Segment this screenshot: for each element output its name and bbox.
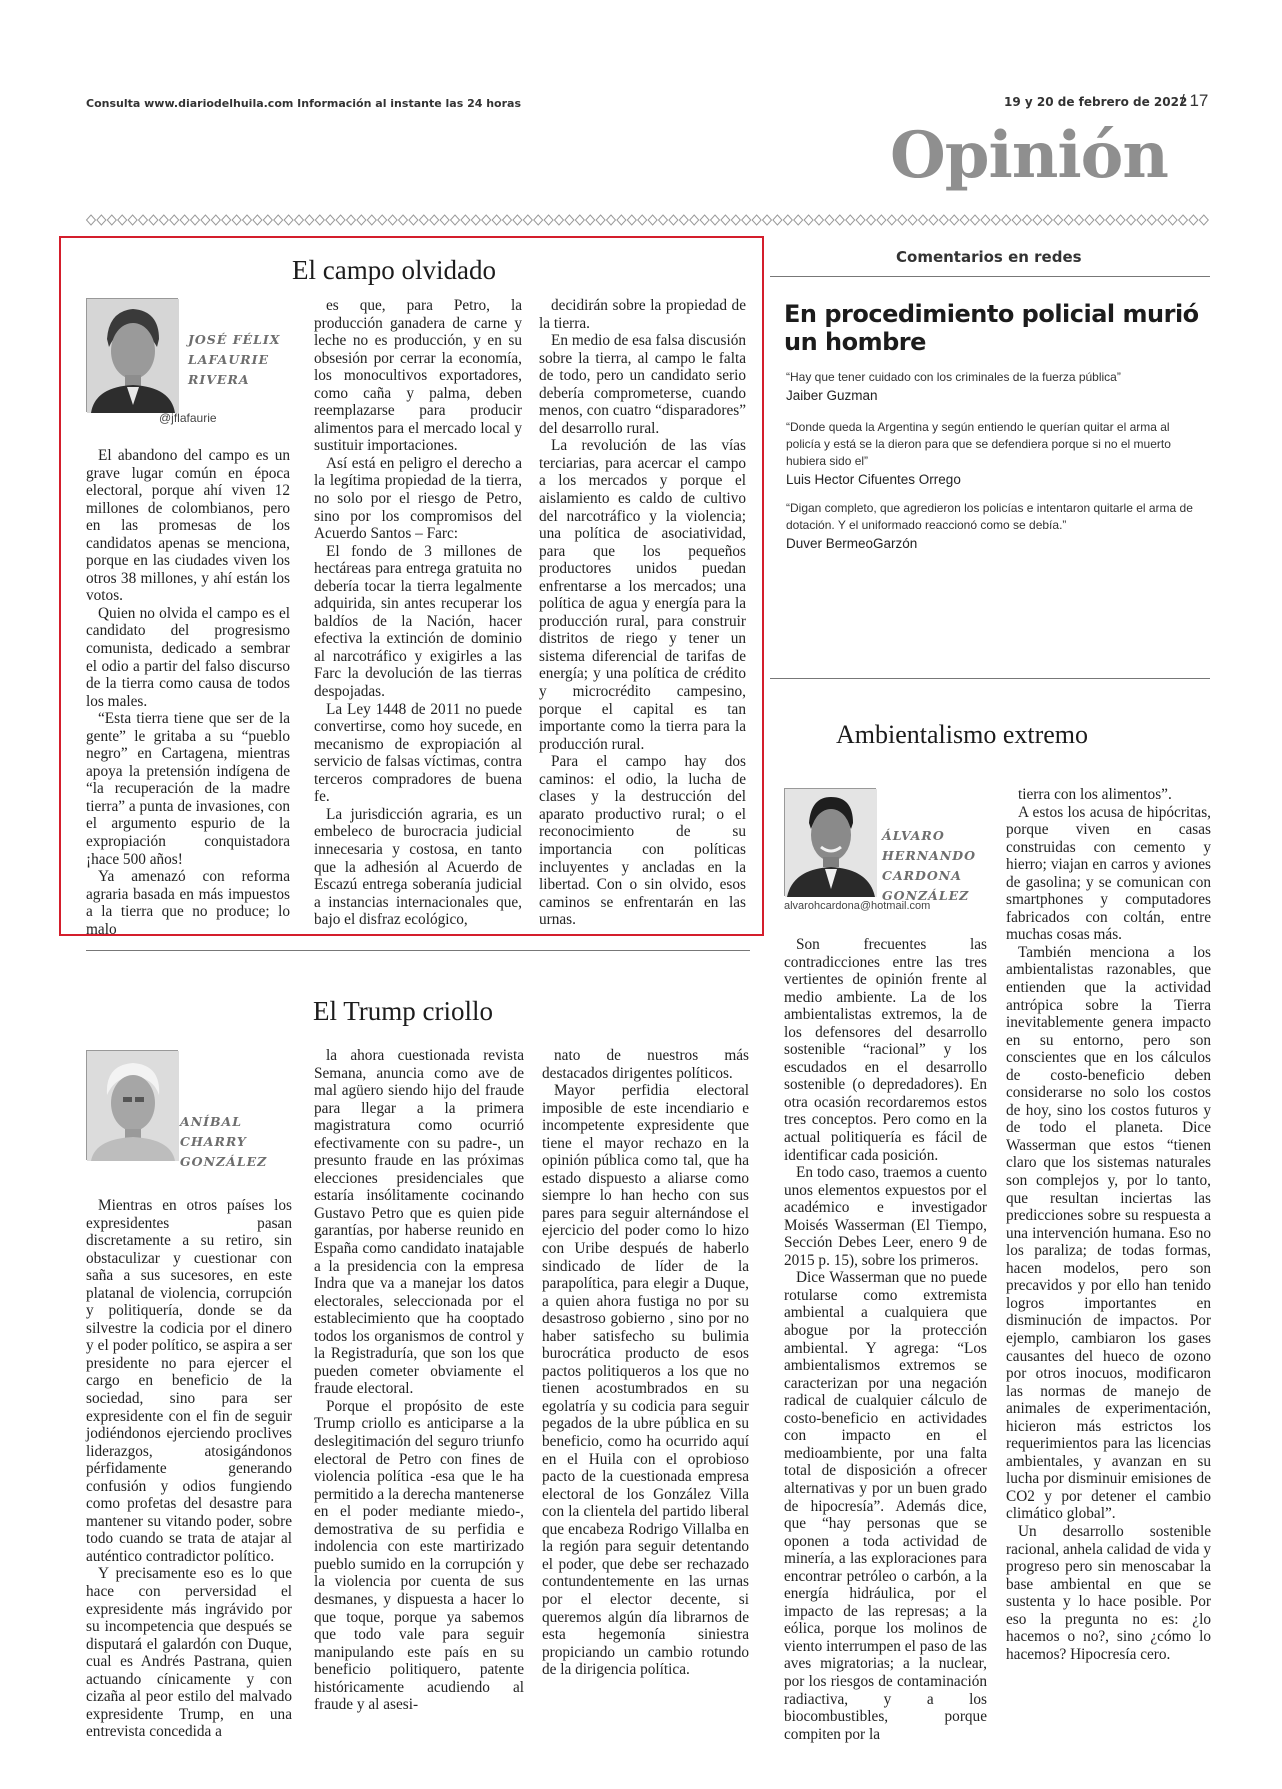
article-title: Ambientalismo extremo (836, 720, 1089, 749)
comment-quote: “Donde queda la Argentina y según entiendo le querían quitar el arma al policía y está se la dieron para que se defendiera porque si no el muerto hubiera sido el” (786, 420, 1171, 468)
comment-author: Luis Hector Cifuentes Orrego (786, 472, 961, 487)
divider (770, 678, 1210, 679)
section-title: Opinión (890, 118, 1168, 193)
author-name: ANÍBAL CHARRY GONZÁLEZ (180, 1114, 268, 1169)
comment-item (786, 369, 1196, 403)
paragraph: La jurisdicción agraria, es un embeleco de burocracia judicial innecesaria y costosa, en tanto que la adhesión al Acuerdo de Escazú entrega soberanía judicial a instancias internacionales que, bajo el disfraz ecológico, (314, 805, 522, 929)
paragraph: Son frecuentes las contradicciones entre las tres vertientes de opinión frente al medio ambiente. La de los ambientalistas extremos, la de los defensores del desarrollo sostenible “racional” y los escudados en el desarrollo sostenible (o depredadores). En otra ocasión recordaremos estos tres conceptos. Pero como en la actual politiquería es fácil de identificar cada posición. (784, 936, 987, 1164)
author-name: JOSÉ FÉLIX LAFAURIE RIVERA (188, 332, 281, 387)
author-photo (784, 788, 876, 896)
paragraph: Mientras en otros países los expresidentes pasan discretamente a su retiro, sin obstaculizar y cuestionar con saña a sus sucesores, en este platanal de violencia, corrupción y politiquería, donde se da silvestre la codicia por el dinero y el poder político, se aspira a ser presidente no para ejercer el cargo en beneficio de la sociedad, sino para ser expresidente con el fin de seguir jodiéndonos ejerciendo proclives liderazgos, atosigándonos pérfidamente generando confusión y odios fungiendo como profetas del desastre para mantener su vitando poder, sobre todo cuando se trata de atajar al auténtico contradictor político. (86, 1197, 292, 1565)
paragraph: Un desarrollo sostenible racional, anhela calidad de vida y progreso pero sin menoscabar la base ambiental en que se sustenta y lo hace posible. Por eso la pregunta no es: ¿lo hacemos o no?, sino ¿cómo lo hacemos? Hipocresía cero. (1006, 1522, 1211, 1663)
divider (770, 276, 1210, 277)
paragraph: Ya amenazó con reforma agraria basada en más impuestos a la tierra que no produce; lo malo (86, 868, 290, 938)
diamond-rule (86, 214, 1210, 226)
paragraph: Dice Wasserman que no puede rotularse como extremista ambiental a cualquiera que abogue por la protección ambiental. Y agrega: “Los ambientalismos extremos se caracterizan por una negación radical de cualquier cálculo de costo-beneficio en actividades con impacto en el medioambiente, por una falta total de disposición a ofrecer alternativas y por un buen grado de hipocresía”. Además dice, que “hay personas que se oponen a toda actividad de minería, a las exploraciones para encontrar petróleo o carbón, a la energía hidráulica, por el impacto de las represas; a la eólica, porque los molinos de viento interrumpen el paso de las aves migratorias; a la nuclear, por los riesgos de contaminación radiactiva, y a los biocombustibles, porque compiten por la (784, 1269, 987, 1743)
paragraph: En todo caso, traemos a cuento unos elementos expuestos por el académico e investigador Moisés Wasserman (El Tiempo, Sección Debes Leer, enero 9 de 2015 p. 15), sobre los primeros. (784, 1164, 987, 1269)
paragraph: La Ley 1448 de 2011 no puede convertirse, como hoy sucede, en mecanismo de expropiación al servicio de falsas víctimas, contra terceros compradores de buena fe. (314, 700, 522, 806)
paragraph: Para el campo hay dos caminos: el odio, la lucha de clases y la destrucción del aparato productivo rural; o el reconocimiento de su importancia con políticas incluyentes y ancladas en la libertad. Con o sin olvido, esos caminos se enfrentarán en las urnas. (539, 753, 746, 929)
paragraph: decidirán sobre la propiedad de la tierra. (539, 297, 746, 332)
article-column (86, 1197, 292, 1773)
article-column (1006, 786, 1211, 1778)
paragraph: la ahora cuestionada revista Semana, anuncia como ave de mal agüero siendo hijo del fraude para llegar a la primera magistratura como ocurrió efectivamente con su padre-, un presunto fraude en las próximas elecciones presidenciales que estaría insólitamente cocinando Gustavo Petro que es quien pide garantías, por haberse reunido en España como candidato inatajable a la presidencia con la empresa Indra que va a manejar los datos electorales, seleccionada por el establecimiento que ha cooptado todos los organismos de control y la Registraduría, que son los que pueden cometer obviamente el fraude electoral. (314, 1047, 524, 1398)
comments-title: En procedimiento policial murió un hombre (784, 300, 1199, 356)
comment-item (786, 500, 1196, 551)
article-column (542, 1047, 749, 1773)
comments-heading: Comentarios en redes (896, 248, 1082, 266)
comment-item (786, 419, 1196, 487)
comment-quote: “Hay que tener cuidado con los criminales de la fuerza pública” (786, 370, 1121, 384)
paragraph: A estos los acusa de hipócritas, porque viven en casas construidas con cemento y hierro; viajan en carros y aviones de gasolina; y se comunican con smartphones y computadores fabricados con coltán, entre muchas cosas más. (1006, 803, 1211, 944)
site-tagline: Consulta www.diariodelhuila.com Información al instante las 24 horas (86, 97, 521, 110)
paragraph: tierra con los alimentos”. (1018, 786, 1172, 803)
paragraph: También menciona a los ambientalistas razonables, que entienden que la actividad antrópica sobre la Tierra inevitablemente genera impacto en su entorno, pero son conscientes que en los cálculos de costo-beneficio deben considerarse no solo los costos de hoy, sino los costos futuros y de todo el planeta. Dice Wasserman que estos “tienen claro que los sistemas naturales son complejos y, por lo tanto, que resultan inciertas las predicciones sobre su respuesta a una intervención humana. Eso no los paraliza; de todas formas, hacen modelos, pero son precavidos y por ello han tenido logros importantes en disminución de impactos. Por ejemplo, cambiaron los gases causantes del hueco de ozono por otros inocuos, modificaron las normas de manejo de animales de experimentación, hicieron más estrictos los requerimientos para las licencias ambientales, y avanzan en su lucha por disminuir emisiones de CO2 y por detener el cambio climático global”. (1006, 943, 1211, 1523)
comment-quote: “Digan completo, que agredieron los policías e intentaron quitarle el arma de dotación. Y el uniformado reaccionó como se debía.” (786, 501, 1193, 532)
paragraph: La revolución de las vías terciarias, para acercar el campo a los mercados y porque el aislamiento es caldo de cultivo del narcotráfico y la violencia; una política de asociatividad, para que los pequeños productores unidos puedan enfrentarse a los mercados; una política de agua y energía para la producción rural, para construir distritos de riego y tener un sistema diferencial de tarifas de energía; y una política de crédito y microcrédito campesino, porque el capital es tan importante como la tierra para la producción rural. (539, 437, 746, 753)
paragraph: El abandono del campo es un grave lugar común en época electoral, porque ahí viven 12 millones de colombianos, pero en las promesas de los candidatos apenas se menciona, porque en las ciudades viven los otros 38 millones, y ahí están los votos. (86, 447, 290, 605)
issue-date: 19 y 20 de febrero de 2022 (1004, 95, 1188, 109)
paragraph: Quien no olvida el campo es el candidato del progresismo comunista, dedicado a sembrar el odio a partir del falso discurso de la tierra como causa de todos los males. (86, 604, 290, 710)
article-column (86, 447, 290, 938)
paragraph: “Esta tierra tiene que ser de la gente” le gritaba a su “pueblo negro” en Cartagena, mientras apoya la pretensión indígena de “la recuperación de la madre tierra” a punta de invasiones, con el argumento espurio de la expropiación conquistadora ¡hace 500 años! (86, 710, 290, 868)
paragraph: nato de nuestros más destacados dirigentes políticos. (542, 1047, 749, 1082)
paragraph: El fondo de 3 millones de hectáreas para entrega gratuita no debería tocar la tierra legalmente adquirida, sin antes recuperar los baldíos de la Nación, hacer efectiva la extinción de dominio al narcotráfico y exigirles a las Farc la devolución de las tierras despojadas. (314, 542, 522, 701)
paragraph: es que, para Petro, la producción ganadera de carne y leche no es producción, y en su obsesión por cerrar la economía, los monocultivos exportadores, como caña y palma, deben reemplazarse para producir alimentos para el mercado local y sustituir importaciones. (314, 297, 522, 455)
paragraph: En medio de esa falsa discusión sobre la tierra, al campo le falta de todo, pero un candidato serio debería comprometerse, cuando menos, con cuatro “disparadores” del desarrollo rural. (539, 332, 746, 437)
author-email: alvarohcardona@hotmail.com (784, 900, 931, 912)
article-column (784, 936, 987, 1778)
paragraph: Mayor perfidia electoral imposible de este incendiario e incompetente expresidente que tiene el mayor rechazo en la opinión pública como tal, que ha estado dispuesto a aliarse como siempre lo han hecho con sus pares para seguir alternándose el ejercicio del poder como lo hizo con Uribe después de haberlo sindicado de líder de la parapolítica, para elegir a Duque, a quien ahora fustiga no por su desastroso gobierno , sino por no haber satisfecho su bulimia burocrática producto de esos pactos politiqueros a los que no tienen acostumbrados en su egolatría y su codicia para seguir pegados de la ubre pública en su beneficio, como ha ocurrido aquí en el Huila con el oprobioso pacto de la cuestionada empresa electoral de los González Villa con la clientela del partido liberal que encabeza Rodrigo Villalba en la región para seguir detentando el poder, que debe ser rechazado contundentemente en las urnas por el elector decente, si queremos algún día librarnos de esta hegemonía siniestra propiciando un cambio rotundo de la dirigencia política. (542, 1082, 749, 1679)
author-photo (86, 298, 178, 412)
divider (86, 950, 750, 951)
article-title: El Trump criollo (313, 996, 494, 1026)
article-column (314, 1047, 524, 1773)
article-column (314, 297, 522, 929)
paragraph: Así está en peligro el derecho a la legítima propiedad de la tierra, no solo por el riesgo de Petro, sino por los compromisos del Acuerdo Santos – Farc: (314, 454, 522, 543)
page-number: / 17 (1180, 91, 1209, 110)
comment-author: Jaiber Guzman (786, 388, 878, 403)
paragraph: Porque el propósito de este Trump criollo es anticiparse a la deslegitimación del seguro triunfo electoral de Petro con fines de violencia política -esa que le ha permitido a la derecha mantenerse en el poder mediante miedo-, demostrativa de su perfidia e indolencia con este martirizado pueblo sumido en la corrupción y la violencia por cuenta de sus desmanes, y dispuesta a hacer lo que toque, porque ya sabemos que todo vale para seguir manipulando este país en su beneficio politiquero, patente históricamente acudiendo al fraude y al asesi- (314, 1397, 524, 1714)
article-column (539, 297, 746, 929)
author-name: ÁLVARO HERNANDO CARDONA GONZÁLEZ (882, 828, 977, 903)
author-handle: @jflafaurie (159, 411, 217, 425)
article-title: El campo olvidado (292, 255, 496, 285)
author-photo (86, 1050, 178, 1160)
comment-author: Duver BermeoGarzón (786, 536, 918, 551)
paragraph: Y precisamente eso es lo que hace con perversidad el expresidente más ingrávido por su incompetencia que después se disputará el galardón con Duque, cual es Andrés Pastrana, quien actuando cínicamente y con cizaña al peor estilo del malvado expresidente Trump, en una entrevista concedida a (86, 1565, 292, 1741)
